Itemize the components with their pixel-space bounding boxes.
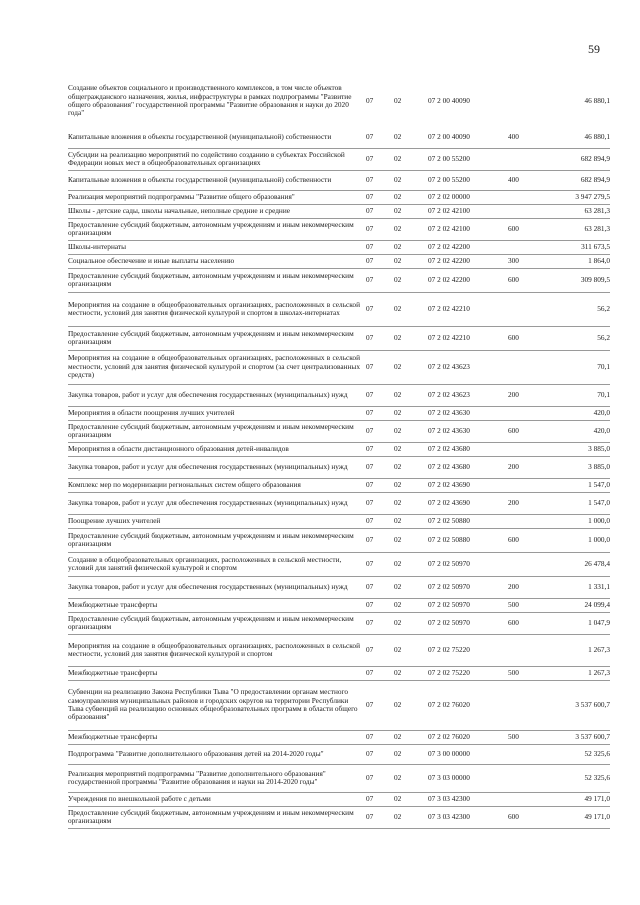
row-target-article: 07 2 02 50880 — [428, 514, 508, 528]
table-row — [68, 680, 610, 730]
row-expense-type: 600 — [508, 326, 542, 350]
row-amount: 24 099,4 — [542, 598, 610, 612]
row-subsection: 02 — [394, 764, 428, 792]
row-section: 07 — [366, 326, 394, 350]
row-amount: 70,1 — [542, 350, 610, 384]
budget-table-body — [68, 76, 610, 828]
row-expense-type: 200 — [508, 456, 542, 478]
row-subsection: 02 — [394, 612, 428, 634]
row-section: 07 — [366, 190, 394, 204]
table-row — [68, 744, 610, 764]
row-subsection: 02 — [394, 744, 428, 764]
row-amount: 420,0 — [542, 420, 610, 442]
row-subsection: 02 — [394, 442, 428, 456]
row-name: Поощрение лучших учителей — [68, 514, 366, 528]
row-section: 07 — [366, 806, 394, 828]
row-section: 07 — [366, 240, 394, 254]
row-amount: 52 325,6 — [542, 744, 610, 764]
row-subsection: 02 — [394, 240, 428, 254]
row-target-article: 07 2 02 00000 — [428, 190, 508, 204]
row-amount: 1 547,0 — [542, 478, 610, 492]
row-section: 07 — [366, 95, 374, 105]
row-target-article: 07 2 02 42210 — [428, 326, 508, 350]
table-row — [68, 384, 610, 406]
row-target-article: 07 2 02 42200 — [428, 268, 508, 292]
row-expense-type: 600 — [508, 218, 542, 240]
row-amount: 1 864,0 — [542, 254, 610, 268]
row-expense-type — [508, 634, 542, 666]
row-expense-type — [508, 764, 542, 792]
row-expense-type — [508, 240, 542, 254]
row-name: Мероприятия на создание в общеобразовательных организациях, расположенных в сельской местности, условий для занятия физической культурой и спортом — [68, 634, 366, 666]
row-section: 07 — [366, 576, 394, 598]
table-row — [68, 204, 610, 218]
row-amount: 682 894,9 — [542, 148, 610, 170]
row-subsection: 02 — [394, 406, 428, 420]
row-name: Мероприятия в области дистанционного образования детей-инвалидов — [68, 442, 366, 456]
row-name: Реализация мероприятий подпрограммы "Развитие дополнительного образования" государственной программы "Развитие образования и науки на 2014-2020 годы" — [68, 764, 366, 792]
table-row — [68, 666, 610, 680]
row-name: Закупка товаров, работ и услуг для обеспечения государственных (муниципальных) нужд — [68, 384, 366, 406]
row-section: 07 — [366, 680, 394, 730]
row-subsection: 02 — [394, 456, 428, 478]
row-amount: 56,2 — [542, 292, 610, 326]
row-section: 07 — [366, 204, 394, 218]
row-name: Комплекс мер по модернизации региональных систем общего образования — [68, 478, 366, 492]
row-expense-type: 200 — [508, 492, 542, 514]
row-target-article: 07 2 00 55200 — [428, 148, 508, 170]
row-expense-type — [508, 744, 542, 764]
row-expense-type — [508, 478, 542, 492]
row-target-article: 07 2 02 43630 — [428, 406, 508, 420]
row-name: Закупка товаров, работ и услуг для обеспечения государственных (муниципальных) нужд — [68, 576, 366, 598]
row-subsection: 02 — [394, 350, 428, 384]
row-section: 07 — [366, 666, 394, 680]
row-subsection: 02 — [394, 268, 428, 292]
row-name: Учреждения по внешкольной работе с детьми — [68, 792, 366, 806]
row-amount: 1 267,3 — [542, 634, 610, 666]
row-amount: 46 880,1 — [584, 95, 610, 105]
row-subsection: 02 — [394, 792, 428, 806]
row-name: Реализация мероприятий подпрограммы "Развитие общего образования" — [68, 190, 366, 204]
row-subsection: 02 — [394, 552, 428, 576]
row-amount: 309 809,5 — [542, 268, 610, 292]
row-subsection: 02 — [394, 528, 428, 552]
row-expense-type: 600 — [508, 420, 542, 442]
row-expense-type — [508, 190, 542, 204]
row-section: 07 — [366, 634, 394, 666]
table-row — [68, 764, 610, 792]
page-number: 59 — [588, 42, 600, 56]
row-expense-type: 400 — [508, 170, 542, 190]
row-amount: 3 885,0 — [542, 456, 610, 478]
table-row — [68, 612, 610, 634]
row-target-article: 07 2 02 50970 — [428, 612, 508, 634]
row-target-article: 07 3 03 42300 — [428, 806, 508, 828]
row-expense-type — [508, 514, 542, 528]
row-section: 07 — [366, 292, 394, 326]
row-target-article: 07 2 02 43690 — [428, 478, 508, 492]
budget-table — [68, 76, 610, 829]
table-row — [68, 528, 610, 552]
row-section: 07 — [366, 268, 394, 292]
row-expense-type — [508, 76, 542, 126]
row-expense-type — [508, 148, 542, 170]
table-row — [68, 218, 610, 240]
table-row — [68, 268, 610, 292]
table-row — [68, 806, 610, 828]
row-target-article: 07 2 02 42210 — [428, 292, 508, 326]
table-row — [68, 552, 610, 576]
row-expense-type — [508, 292, 542, 326]
table-row — [68, 326, 610, 350]
row-target-article: 07 2 02 50970 — [428, 552, 508, 576]
row-expense-type — [508, 406, 542, 420]
row-subsection: 02 — [394, 190, 428, 204]
row-name: Межбюджетные трансферты — [68, 666, 366, 680]
table-row — [68, 190, 610, 204]
table-row — [68, 514, 610, 528]
row-target-article: 07 2 02 76020 — [428, 680, 508, 730]
row-section: 07 — [366, 744, 394, 764]
row-subsection: 02 — [394, 806, 428, 828]
row-subsection: 02 — [394, 598, 428, 612]
row-amount: 311 673,5 — [542, 240, 610, 254]
row-amount: 46 880,1 — [542, 126, 610, 148]
table-row — [68, 406, 610, 420]
table-row — [68, 478, 610, 492]
row-subsection: 02 — [394, 148, 428, 170]
row-subsection: 02 — [394, 478, 428, 492]
row-target-article: 07 3 03 00000 — [428, 764, 508, 792]
row-expense-type: 200 — [508, 384, 542, 406]
row-subsection: 02 — [394, 204, 428, 218]
row-section: 07 — [366, 126, 394, 148]
table-row — [68, 730, 610, 744]
row-section: 07 — [366, 514, 394, 528]
row-amount: 420,0 — [542, 406, 610, 420]
row-name: Субвенции на реализацию Закона Республики Тыва "О предоставлении органам местного самоуправления муниципальных районов и городских округов на территории Республики Тыва субвенций на реализацию основных общеобразовательных программ в области общего образования" — [68, 680, 366, 730]
row-section: 07 — [366, 764, 394, 792]
row-section: 07 — [366, 598, 394, 612]
row-target-article: 07 2 02 75220 — [428, 666, 508, 680]
row-target-article: 07 2 02 43630 — [428, 420, 508, 442]
row-amount: 63 281,3 — [542, 218, 610, 240]
row-section: 07 — [366, 218, 394, 240]
row-amount: 56,2 — [542, 326, 610, 350]
row-name: Мероприятия на создание в общеобразовательных организациях, расположенных в сельской местности, условий для занятия физической культурой и спортом в школах-интернатах — [68, 292, 366, 326]
row-target-article: 07 2 02 50970 — [428, 598, 508, 612]
row-name: Предоставление субсидий бюджетным, автономным учреждениям и иным некоммерческим организациям — [68, 420, 366, 442]
row-section: 07 — [366, 384, 394, 406]
row-section: 07 — [366, 420, 394, 442]
row-section: 07 — [366, 254, 394, 268]
row-amount: 1 000,0 — [542, 514, 610, 528]
row-section: 07 — [366, 442, 394, 456]
table-row — [68, 292, 610, 326]
row-amount: 682 894,9 — [542, 170, 610, 190]
row-amount: 1 331,1 — [542, 576, 610, 598]
row-name: Мероприятия на создание в общеобразовательных организациях, расположенных в сельской местности, условий для занятия физической культурой и спортом (за счет централизованных средств) — [68, 350, 366, 384]
row-name: Предоставление субсидий бюджетным, автономным учреждениям и иным некоммерческим организациям — [68, 326, 366, 350]
row-section: 07 — [366, 350, 394, 384]
table-row — [68, 126, 610, 148]
row-amount: 1 267,3 — [542, 666, 610, 680]
table-row — [68, 456, 610, 478]
row-name: Закупка товаров, работ и услуг для обеспечения государственных (муниципальных) нужд — [68, 456, 366, 478]
row-target-article: 07 2 02 43623 — [428, 384, 508, 406]
row-amount: 52 325,6 — [542, 764, 610, 792]
row-target-article: 07 2 02 50880 — [428, 528, 508, 552]
row-subsection: 02 — [394, 292, 428, 326]
row-name: Закупка товаров, работ и услуг для обеспечения государственных (муниципальных) нужд — [68, 492, 366, 514]
table-row — [68, 148, 610, 170]
row-expense-type: 500 — [508, 730, 542, 744]
row-target-article: 07 2 02 43680 — [428, 456, 508, 478]
row-expense-type — [508, 442, 542, 456]
row-name: Создание в общеобразовательных организациях, расположенных в сельской местности, условий для занятий физической культурой и спортом — [68, 552, 366, 576]
table-row — [68, 576, 610, 598]
row-expense-type: 600 — [508, 612, 542, 634]
row-subsection: 02 — [394, 254, 428, 268]
row-target-article: 07 2 02 75220 — [428, 634, 508, 666]
row-expense-type: 600 — [508, 528, 542, 552]
row-section: 07 — [366, 528, 394, 552]
row-name: Предоставление субсидий бюджетным, автономным учреждениям и иным некоммерческим организациям — [68, 612, 366, 634]
row-amount: 3 537 600,7 — [542, 730, 610, 744]
row-subsection: 02 — [394, 680, 428, 730]
row-subsection: 02 — [394, 95, 402, 105]
row-target-article: 07 2 02 76020 — [428, 730, 508, 744]
row-amount: 3 947 279,5 — [542, 190, 610, 204]
row-expense-type — [508, 350, 542, 384]
row-subsection: 02 — [394, 420, 428, 442]
row-amount: 49 171,0 — [542, 806, 610, 828]
table-row — [68, 792, 610, 806]
table-row — [68, 76, 610, 126]
row-subsection: 02 — [394, 634, 428, 666]
row-amount: 1 000,0 — [542, 528, 610, 552]
row-name: Капитальные вложения в объекты государственной (муниципальной) собственности — [68, 170, 366, 190]
table-row — [68, 598, 610, 612]
row-name: Предоставление субсидий бюджетным, автономным учреждениям и иным некоммерческим организациям — [68, 218, 366, 240]
row-name: Предоставление субсидий бюджетным, автономным учреждениям и иным некоммерческим организациям — [68, 806, 366, 828]
row-subsection: 02 — [394, 218, 428, 240]
row-target-article: 07 3 03 42300 — [428, 792, 508, 806]
row-name: Мероприятия в области поощрения лучших учителей — [68, 406, 366, 420]
table-row — [68, 492, 610, 514]
row-target-article: 07 2 02 43623 — [428, 350, 508, 384]
row-target-article: 07 2 02 43680 — [428, 442, 508, 456]
row-amount: 3 537 600,7 — [542, 680, 610, 730]
table-row — [68, 350, 610, 384]
row-subsection: 02 — [394, 126, 428, 148]
row-subsection: 02 — [394, 666, 428, 680]
row-name: Субсидии на реализацию мероприятий по содействию созданию в субъектах Российской Федерации новых мест в общеобразовательных организациях — [68, 148, 366, 170]
row-section: 07 — [366, 792, 394, 806]
row-amount: 26 478,4 — [542, 552, 610, 576]
row-amount: 1 547,0 — [542, 492, 610, 514]
row-subsection: 02 — [394, 326, 428, 350]
row-expense-type: 500 — [508, 598, 542, 612]
row-section: 07 — [366, 456, 394, 478]
row-expense-type — [508, 680, 542, 730]
row-name: Предоставление субсидий бюджетным, автономным учреждениям и иным некоммерческим организациям — [68, 268, 366, 292]
row-section: 07 — [366, 148, 394, 170]
row-target-article: 07 2 00 40090 — [428, 95, 470, 105]
row-expense-type: 600 — [508, 268, 542, 292]
table-row — [68, 240, 610, 254]
row-target-article: 07 2 02 50970 — [428, 576, 508, 598]
row-amount: 49 171,0 — [542, 792, 610, 806]
row-name: Создание объектов социального и производственного комплексов, в том числе объектов общегражданского назначения, жилья, инфраструктуры в рамках подпрограммы "Развитие общего образования" государственной программы "Развитие образования и науки до 2020 года" — [68, 83, 352, 118]
row-target-article: 07 2 02 42200 — [428, 254, 508, 268]
row-subsection: 02 — [394, 576, 428, 598]
row-name: Межбюджетные трансферты — [68, 598, 366, 612]
row-name: Социальное обеспечение и иные выплаты населению — [68, 254, 366, 268]
table-row — [68, 254, 610, 268]
row-name: Предоставление субсидий бюджетным, автономным учреждениям и иным некоммерческим организациям — [68, 528, 366, 552]
row-section: 07 — [366, 730, 394, 744]
row-section: 07 — [366, 478, 394, 492]
row-name: Школы - детские сады, школы начальные, неполные средние и средние — [68, 204, 366, 218]
row-target-article: 07 3 00 00000 — [428, 744, 508, 764]
row-subsection: 02 — [394, 492, 428, 514]
row-target-article: 07 2 02 42100 — [428, 204, 508, 218]
row-target-article: 07 2 02 43690 — [428, 492, 508, 514]
row-amount: 63 281,3 — [542, 204, 610, 218]
row-expense-type — [508, 552, 542, 576]
row-expense-type: 600 — [508, 806, 542, 828]
table-row — [68, 634, 610, 666]
row-target-article: 07 2 02 42100 — [428, 218, 508, 240]
row-target-article: 07 2 00 55200 — [428, 170, 508, 190]
row-section: 07 — [366, 612, 394, 634]
row-section: 07 — [366, 406, 394, 420]
table-row — [68, 170, 610, 190]
row-subsection: 02 — [394, 730, 428, 744]
row-amount: 1 047,9 — [542, 612, 610, 634]
row-target-article: 07 2 00 40090 — [428, 126, 508, 148]
row-name: Межбюджетные трансферты — [68, 730, 366, 744]
row-name: Капитальные вложения в объекты государственной (муниципальной) собственности — [68, 126, 366, 148]
row-expense-type: 300 — [508, 254, 542, 268]
row-name: Школы-интернаты — [68, 240, 366, 254]
row-name: Подпрограмма "Развитие дополнительного образования детей на 2014-2020 годы" — [68, 744, 366, 764]
row-subsection: 02 — [394, 384, 428, 406]
row-amount: 70,1 — [542, 384, 610, 406]
row-section: 07 — [366, 552, 394, 576]
table-row — [68, 420, 610, 442]
row-expense-type: 400 — [508, 126, 542, 148]
table-row — [68, 442, 610, 456]
row-target-article: 07 2 02 42200 — [428, 240, 508, 254]
row-subsection: 02 — [394, 514, 428, 528]
row-section: 07 — [366, 492, 394, 514]
row-expense-type: 500 — [508, 666, 542, 680]
row-expense-type: 200 — [508, 576, 542, 598]
row-expense-type — [508, 204, 542, 218]
row-subsection: 02 — [394, 170, 428, 190]
row-section: 07 — [366, 170, 394, 190]
row-amount: 3 885,0 — [542, 442, 610, 456]
row-expense-type — [508, 792, 542, 806]
